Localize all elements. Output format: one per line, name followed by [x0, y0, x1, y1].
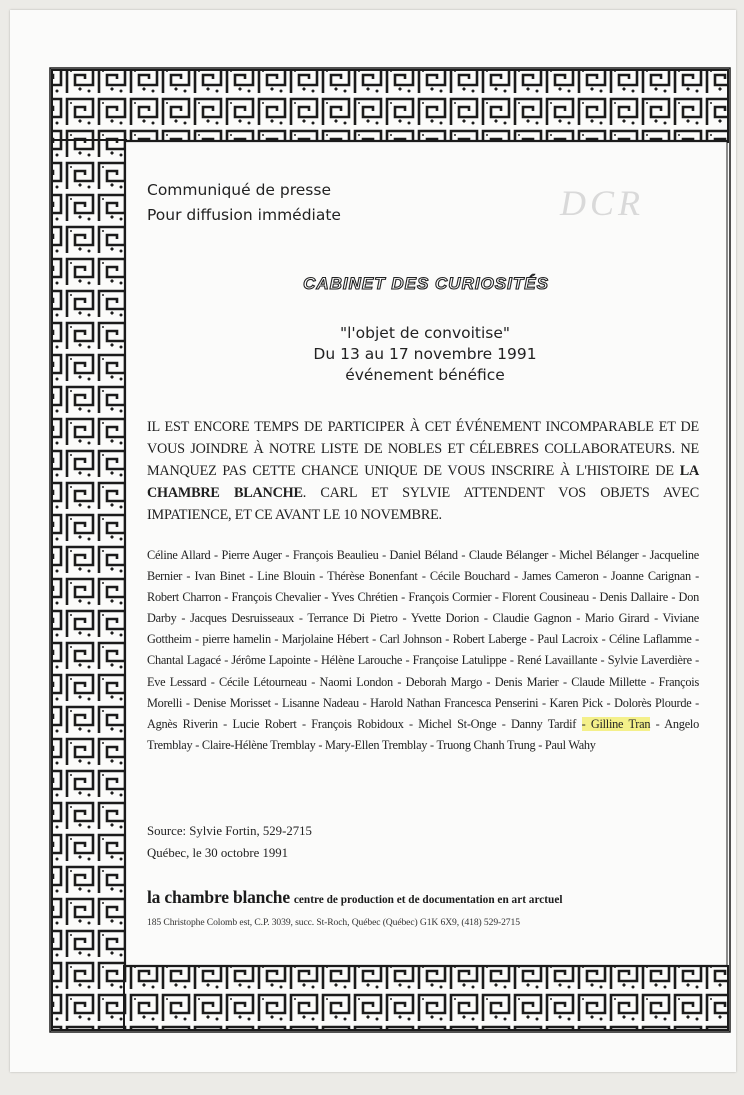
logo-name: la chambre blanche	[147, 887, 290, 907]
logo-tagline: centre de production et de documentation en art arctuel	[293, 894, 563, 906]
organization-address: 185 Christophe Colomb est, C.P. 3039, succ. St-Roch, Québec (Québec) G1K 6X9, (418) 529-2715	[147, 917, 520, 928]
subtitle-line-2: Du 13 au 17 novembre 1991	[313, 345, 537, 363]
subtitle-line-3: événement bénéfice	[345, 366, 505, 384]
header-line-1: Communiqué de presse	[147, 181, 331, 199]
subtitle-line-1: "l'objet de convoitise"	[339, 324, 511, 342]
names-part-1: Céline Allard - Pierre Auger - François Beaulieu - Daniel Béland - Claude Bélanger - Michel Bélanger - Jacqueline Bernier - Ivan Binet - Line Blouin - Thérèse Bonenfant - Cécile Bouchard - James Cameron - Joanne Carignan - Robert Charron - François Chevalier - Yves Chrétien - François Cormier - Florent Cousineau - Denis Dallaire - Don Darby - Jacques Desruisseaux - Terrance Di Pietro - Yvette Dorion - Claudie Gagnon - Mario Girard - Viviane Gottheim - pierre hamelin - Marjolaine Hébert - Carl Johnson - Robert Laberge - Paul Lacroix - Céline Laflamme - Chantal Lagacé - Jérôme Lapointe - Hélène Larouche - Françoise Latulippe - René Lavaillante - Sylvie Laverdière - Eve Lessard - Cécile Létourneau - Naomi London - Deborah Margo - Denis Marier - Claude Millette - François Morelli - Denise Morisset - Lisanne Nadeau - Harold Nathan Francesca Penserini - Karen Pick - Dolorès Plourde - Agnès Riverin - Lucie Robert - François Robidoux - Michel St-Onge - Danny Tardif	[147, 548, 699, 731]
names-part-2: - Angelo Tremblay - Claire-Hélène Tremblay - Mary-Ellen Tremblay - Truong Chanh Trung - Paul Wahy	[147, 716, 699, 752]
header-line-2: Pour diffusion immédiate	[147, 206, 341, 224]
highlighted-name: - Gilline Tran	[581, 716, 651, 731]
intro-organization: LA CHAMBRE BLANCHE	[147, 463, 699, 501]
source-block	[147, 820, 312, 864]
intro-text-start: IL EST ENCORE TEMPS DE PARTICIPER À CET ÉVÉNEMENT INCOMPARABLE ET DE VOUS JOINDRE À NOTRE LISTE DE NOBLES ET CÉLEBRES COLLABORATEURS. NE MANQUEZ PAS CETTE CHANCE UNIQUE DE VOUS INSCRIRE À L'HISTOIRE DE	[147, 419, 699, 479]
organization-logo	[147, 887, 562, 908]
collaborator-list	[147, 545, 699, 756]
press-release-header	[147, 178, 341, 228]
event-title: CABINET DES CURIOSITÉS	[303, 274, 549, 293]
intro-text-end: . CARL ET SYLVIE ATTENDENT VOS OBJETS AVEC IMPATIENCE, ET CE AVANT LE 10 NOVEMBRE.	[147, 485, 699, 523]
intro-paragraph	[147, 416, 699, 526]
event-subtitle	[270, 323, 580, 386]
source-contact: Source: Sylvie Fortin, 529-2715	[147, 824, 312, 838]
pencil-mark: DCR	[560, 183, 644, 223]
source-date: Québec, le 30 octobre 1991	[147, 846, 289, 860]
